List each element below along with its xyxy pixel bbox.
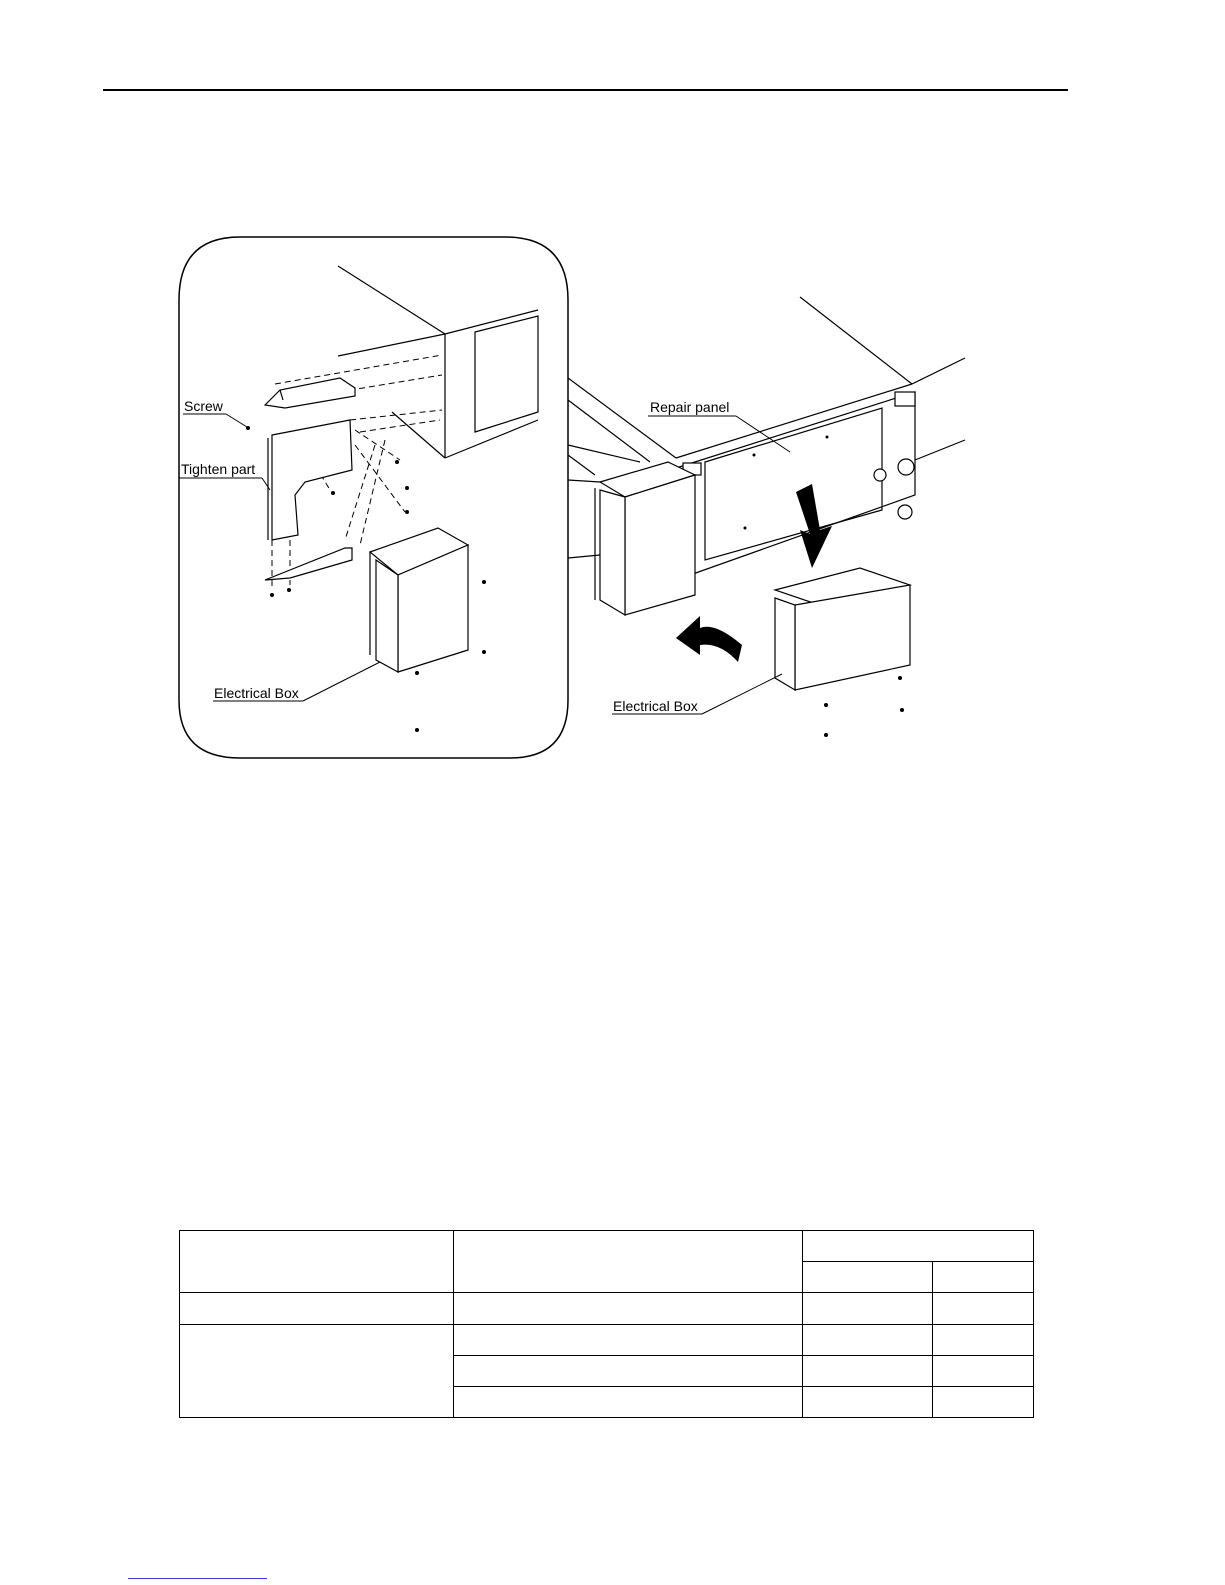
detail-unit-body — [338, 266, 538, 458]
table-cell — [180, 1293, 454, 1325]
removed-electrical-box — [775, 568, 910, 690]
table-cell — [454, 1387, 803, 1418]
table-header-cell — [933, 1262, 1034, 1293]
table-cell — [933, 1387, 1034, 1418]
detail-tighten-part-plate — [268, 420, 352, 540]
table-cell — [803, 1387, 933, 1418]
detail-inset-frame — [179, 237, 568, 758]
footer-link-underline[interactable] — [128, 1578, 267, 1579]
table-cell — [803, 1293, 933, 1325]
table-row — [180, 1325, 1034, 1356]
table-cell — [454, 1356, 803, 1387]
table-header-cell — [803, 1231, 1034, 1262]
table-row — [180, 1293, 1034, 1325]
installed-electrical-box — [595, 462, 695, 615]
table-cell — [933, 1293, 1034, 1325]
table-cell — [803, 1356, 933, 1387]
table-cell — [454, 1325, 803, 1356]
label-electrical-box-detail: Electrical Box — [214, 685, 299, 701]
table-cell — [933, 1325, 1034, 1356]
curved-arrow — [676, 616, 742, 662]
label-electrical-box-main: Electrical Box — [613, 698, 698, 714]
label-screw: Screw — [184, 398, 223, 414]
detail-top-bracket — [265, 378, 355, 408]
table-header-cell — [803, 1262, 933, 1293]
table-header-cell — [454, 1231, 803, 1293]
table-cell — [180, 1325, 454, 1418]
label-tighten-part: Tighten part — [181, 461, 256, 477]
label-repair-panel: Repair panel — [650, 399, 730, 415]
table-cell — [803, 1325, 933, 1356]
detail-electrical-box — [370, 528, 468, 672]
spec-table — [179, 1230, 1034, 1418]
table-cell — [933, 1356, 1034, 1387]
table-row — [180, 1231, 1034, 1262]
detail-lower-bracket — [265, 548, 352, 580]
table-header-cell — [180, 1231, 454, 1293]
table-cell — [454, 1293, 803, 1325]
